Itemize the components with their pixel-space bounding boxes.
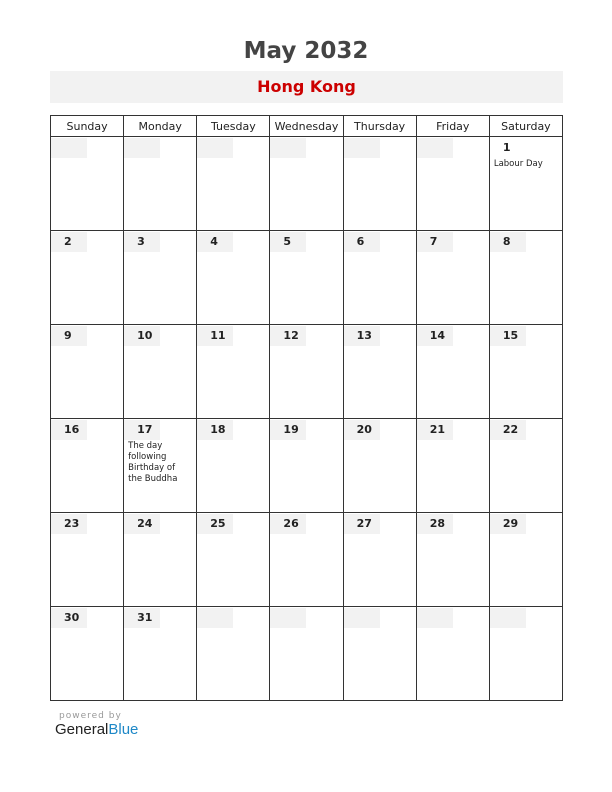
day-cell — [51, 513, 124, 607]
day-cell — [270, 231, 343, 325]
day-number: 26 — [270, 514, 306, 534]
day-number: 15 — [490, 326, 526, 346]
day-number: 21 — [417, 420, 453, 440]
powered-by-label: powered by — [59, 711, 122, 721]
day-cell — [197, 325, 270, 419]
day-cell — [343, 325, 416, 419]
day-cell — [416, 419, 489, 513]
region-name: Hong Kong — [257, 77, 356, 96]
day-number: 5 — [270, 232, 306, 252]
day-number: 30 — [51, 608, 87, 628]
day-number — [270, 138, 306, 158]
day-number: 6 — [344, 232, 380, 252]
weekday-thursday: Thursday — [343, 116, 416, 137]
day-number: 23 — [51, 514, 87, 534]
day-cell — [124, 325, 197, 419]
day-number: 25 — [197, 514, 233, 534]
calendar-title: May 2032 — [243, 38, 369, 64]
logo-blue: Blue — [108, 721, 139, 738]
day-number: 9 — [51, 326, 87, 346]
day-number — [344, 608, 380, 628]
calendar-grid — [50, 115, 563, 701]
day-cell — [124, 419, 197, 513]
day-number: 13 — [344, 326, 380, 346]
week-row — [51, 325, 563, 419]
day-number: 24 — [124, 514, 160, 534]
week-row — [51, 419, 563, 513]
empty-day-cell — [343, 607, 416, 701]
day-number: 27 — [344, 514, 380, 534]
day-number: 10 — [124, 326, 160, 346]
week-row — [51, 513, 563, 607]
generalblue-logo — [55, 721, 138, 738]
day-cell — [270, 325, 343, 419]
day-number: 2 — [51, 232, 87, 252]
day-number: 7 — [417, 232, 453, 252]
weekday-header-row — [51, 116, 563, 137]
day-cell — [124, 607, 197, 701]
empty-day-cell — [197, 607, 270, 701]
week-row — [51, 607, 563, 701]
day-cell — [416, 513, 489, 607]
logo-general: General — [55, 721, 109, 738]
holiday-label: The day following Birthday of the Buddha — [128, 441, 178, 484]
day-cell — [343, 231, 416, 325]
weekday-saturday: Saturday — [489, 116, 562, 137]
day-cell — [197, 513, 270, 607]
empty-day-cell — [489, 607, 562, 701]
day-number: 29 — [490, 514, 526, 534]
day-cell — [489, 325, 562, 419]
day-number — [197, 608, 233, 628]
day-cell — [416, 231, 489, 325]
day-number: 19 — [270, 420, 306, 440]
empty-day-cell — [416, 137, 489, 231]
day-number: 31 — [124, 608, 160, 628]
weekday-friday: Friday — [416, 116, 489, 137]
day-cell — [416, 325, 489, 419]
empty-day-cell — [197, 137, 270, 231]
day-number: 17 — [124, 420, 160, 440]
day-cell — [51, 607, 124, 701]
week-row — [51, 231, 563, 325]
day-cell — [343, 419, 416, 513]
day-number — [490, 608, 526, 628]
weekday-sunday: Sunday — [51, 116, 124, 137]
empty-day-cell — [416, 607, 489, 701]
day-number: 28 — [417, 514, 453, 534]
day-cell — [489, 513, 562, 607]
day-number: 20 — [344, 420, 380, 440]
empty-day-cell — [270, 607, 343, 701]
empty-day-cell — [343, 137, 416, 231]
day-number — [344, 138, 380, 158]
day-number: 1 — [502, 141, 511, 154]
day-number — [51, 138, 87, 158]
day-number: 4 — [197, 232, 233, 252]
day-cell — [489, 419, 562, 513]
day-cell — [51, 231, 124, 325]
day-number: 12 — [270, 326, 306, 346]
day-number — [417, 138, 453, 158]
weekday-monday: Monday — [124, 116, 197, 137]
day-number: 14 — [417, 326, 453, 346]
day-number: 16 — [51, 420, 87, 440]
day-number — [124, 138, 160, 158]
day-cell — [197, 419, 270, 513]
day-cell — [51, 325, 124, 419]
empty-day-cell — [270, 137, 343, 231]
region-banner — [50, 71, 563, 103]
day-number: 22 — [490, 420, 526, 440]
day-cell — [489, 231, 562, 325]
day-number — [270, 608, 306, 628]
day-number: 18 — [197, 420, 233, 440]
day-cell — [343, 513, 416, 607]
day-number — [197, 138, 233, 158]
holiday-label: Labour Day — [493, 159, 543, 169]
day-number: 11 — [197, 326, 233, 346]
day-cell — [51, 419, 124, 513]
week-row — [51, 137, 563, 231]
day-number: 3 — [124, 232, 160, 252]
day-number — [417, 608, 453, 628]
day-number: 8 — [490, 232, 526, 252]
day-cell — [124, 513, 197, 607]
day-cell — [124, 231, 197, 325]
day-cell — [270, 419, 343, 513]
day-cell — [197, 231, 270, 325]
weekday-tuesday: Tuesday — [197, 116, 270, 137]
empty-day-cell — [124, 137, 197, 231]
day-cell — [270, 513, 343, 607]
weekday-wednesday: Wednesday — [270, 116, 343, 137]
day-cell — [489, 137, 562, 231]
empty-day-cell — [51, 137, 124, 231]
